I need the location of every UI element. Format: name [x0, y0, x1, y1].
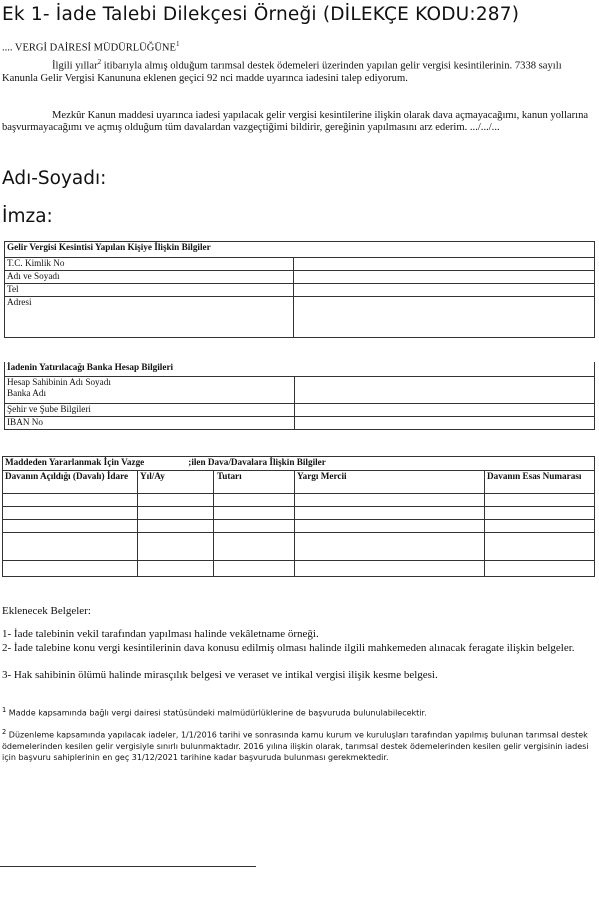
- footnote-1-mark: 1: [2, 706, 7, 714]
- phone-field[interactable]: [294, 284, 595, 297]
- request-text-a: İlgili yıllar: [52, 60, 98, 72]
- table-cell[interactable]: [3, 507, 138, 520]
- table-cell[interactable]: [3, 561, 138, 577]
- attachment-item-2: 2- İade talebine konu vergi kesintilerinin dava konusu edilmiş olması halinde ilgili mahkemeden alınacak feragate ilişkin belgeler.: [2, 642, 575, 654]
- table-cell[interactable]: [214, 533, 295, 561]
- lawsuit-header-a: Maddeden Yararlanmak İçin Vazge: [5, 457, 145, 467]
- table-row: [3, 533, 595, 561]
- footnote-ref-1: 1: [175, 40, 180, 48]
- table-cell[interactable]: [138, 494, 214, 507]
- footnote-2-mark: 2: [2, 728, 7, 736]
- phone-label: Tel: [5, 284, 294, 297]
- table-cell[interactable]: [3, 520, 138, 533]
- table-cell[interactable]: [3, 494, 138, 507]
- table-cell[interactable]: [214, 520, 295, 533]
- taxpayer-info-header: Gelir Vergisi Kesintisi Yapılan Kişiye İlişkin Bilgiler: [5, 242, 595, 258]
- col-case-number: Davanın Esas Numarası: [485, 471, 595, 494]
- table-row: [3, 507, 595, 520]
- signature-label: İmza:: [2, 206, 53, 227]
- iban-field[interactable]: [295, 416, 595, 429]
- table-cell[interactable]: [138, 561, 214, 577]
- request-text-b: itibarıyla almış olduğum tarımsal destek ödemeleri üzerinden yapılan gelir vergisi kesintilerinin. 7338 sayılı Kanunla Gelir Vergisi Kanununa eklenen geçici 92 nci madde uyarınca iadesini talep ediyorum.: [2, 60, 562, 84]
- table-cell[interactable]: [138, 520, 214, 533]
- branch-field[interactable]: [295, 403, 595, 416]
- table-cell[interactable]: [295, 533, 485, 561]
- col-administration: Davanın Açıldığı (Davalı) İdare: [3, 471, 138, 494]
- lawsuit-header-b: ;ilen Dava/Davalara İlişkin Bilgiler: [188, 457, 326, 467]
- table-row: [3, 561, 595, 577]
- table-cell[interactable]: [214, 561, 295, 577]
- table-cell[interactable]: [485, 533, 595, 561]
- footnote-1-text: Madde kapsamında bağlı vergi dairesi statüsündeki malmüdürlüklerine de başvuruda bulunulabilecektir.: [6, 708, 427, 718]
- footnote-2: [2, 727, 594, 763]
- table-cell[interactable]: [485, 561, 595, 577]
- attachments-heading: Eklenecek Belgeler:: [2, 605, 91, 617]
- col-court: Yargı Mercii: [295, 471, 485, 494]
- table-cell[interactable]: [485, 494, 595, 507]
- iban-label: IBAN No: [5, 416, 295, 429]
- taxpayer-info-table: [4, 241, 595, 338]
- table-cell[interactable]: [3, 533, 138, 561]
- footnote-1: [2, 705, 594, 719]
- table-cell[interactable]: [295, 520, 485, 533]
- col-amount: Tutarı: [214, 471, 295, 494]
- attachment-item-1: 1- İade talebinin vekil tarafından yapılması halinde vekâletname örneği.: [2, 628, 319, 640]
- account-holder-label: [5, 376, 295, 403]
- footnote-2-text: Düzenleme kapsamında yapılacak iadeler, 1/1/2016 tarihi ve sonrasında kamu kurum ve kuruluşları tarafından yapılmış bulunan tarımsal destek ödemelerinden kesilen gelir vergisiyle sınırlı bulunmaktadır. 2016 yılına ilişkin olarak, tarımsal destek ödemelerinden kesilen gelir vergisinin iadesi için başvuru sahiplerinin en geç 31/12/2021 tarihine kadar başvuruda bulunması gerekmektedir.: [2, 730, 589, 762]
- waiver-text: Mezkûr Kanun maddesi uyarınca iadesi yapılacak gelir vergisi kesintilerine ilişkin olarak dava açmayacağımı, kanun yollarına başvurmayacağımı ve açmış olduğum tüm davalardan vazgeçtiğimi bildirir, gereğinin yapılmasını arz ederim. .../.../...: [2, 110, 589, 133]
- tc-id-label: T.C. Kimlik No: [5, 258, 294, 271]
- table-cell[interactable]: [138, 507, 214, 520]
- attachment-item-3: 3- Hak sahibinin ölümü halinde mirasçılık belgesi ve veraset ve intikal vergisi ilişik kesme belgesi.: [2, 669, 438, 681]
- col-year-month: Yıl/Ay: [138, 471, 214, 494]
- table-cell[interactable]: [485, 520, 595, 533]
- bank-name-text: Banka Adı: [7, 387, 47, 398]
- addressee-text: .... VERGİ DAİRESİ MÜDÜRLÜĞÜNE: [2, 42, 176, 54]
- table-cell[interactable]: [214, 494, 295, 507]
- address-field[interactable]: [294, 297, 595, 338]
- bank-info-table: [4, 362, 595, 430]
- table-cell[interactable]: [295, 561, 485, 577]
- lawsuit-info-table: [2, 456, 595, 577]
- request-paragraph: [2, 56, 597, 85]
- footnote-ref-2: 2: [97, 58, 102, 66]
- lawsuit-info-header: [3, 457, 595, 471]
- address-label: Adresi: [5, 297, 294, 338]
- waiver-paragraph: [2, 110, 597, 134]
- table-cell[interactable]: [485, 507, 595, 520]
- table-cell[interactable]: [295, 494, 485, 507]
- table-row: [3, 494, 595, 507]
- addressee-line: [2, 40, 179, 54]
- table-cell[interactable]: [214, 507, 295, 520]
- footer-divider: [0, 866, 256, 867]
- account-holder-text: Hesap Sahibinin Adı Soyadı: [7, 376, 111, 387]
- name-label: Adı-Soyadı:: [2, 168, 107, 189]
- table-cell[interactable]: [138, 533, 214, 561]
- tc-id-field[interactable]: [294, 258, 595, 271]
- account-holder-field[interactable]: [295, 376, 595, 403]
- page-title: Ek 1- İade Talebi Dilekçesi Örneği (DİLEKÇE KODU:287): [2, 4, 520, 25]
- table-cell[interactable]: [295, 507, 485, 520]
- full-name-field[interactable]: [294, 271, 595, 284]
- table-row: [3, 520, 595, 533]
- branch-label: Şehir ve Şube Bilgileri: [5, 403, 295, 416]
- bank-info-header: İadenin Yatırılacağı Banka Hesap Bilgileri: [5, 362, 595, 376]
- full-name-label: Adı ve Soyadı: [5, 271, 294, 284]
